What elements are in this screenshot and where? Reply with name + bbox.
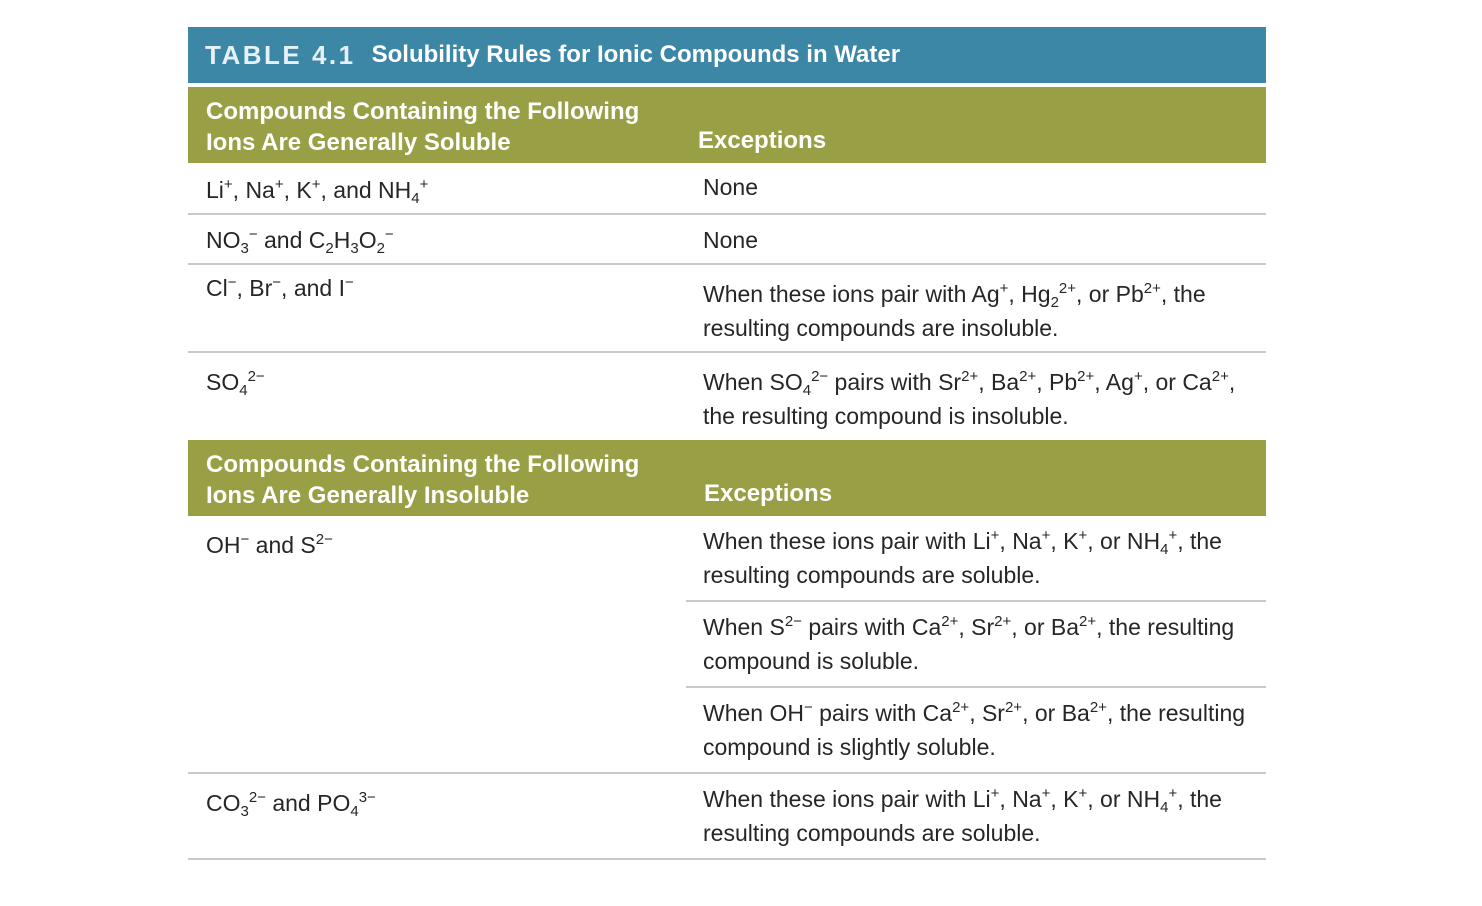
table-row — [188, 353, 1266, 440]
exception-text: None — [703, 227, 758, 253]
ion-text: OH− and $S^{2-}$ — [206, 531, 333, 558]
solubility-table — [188, 27, 1266, 860]
ion-text: $CO_3^{2-}$ and $PO_4^{3-}$ — [206, 789, 376, 820]
exception-item: When OH− pairs with $Ca^{2+}$, $Sr^{2+}$, or $Ba^{2+}$, the resulting compound is slightly soluble. — [703, 699, 1246, 760]
ion-text: Li+, Na+, K+, and $NH_4^+$ — [206, 176, 429, 207]
table-title-bar — [188, 27, 1266, 83]
ion-cell — [188, 516, 686, 772]
exception-cell — [686, 265, 1266, 351]
table-row — [188, 516, 1266, 774]
soluble-column-header: Compounds Containing the Following Ions Are Generally Soluble — [206, 98, 640, 156]
ion-cell — [188, 215, 686, 263]
insoluble-column-header: Compounds Containing the Following Ions Are Generally Insoluble — [206, 451, 640, 509]
ion-text: Cl−, Br−, and I− — [206, 274, 354, 301]
ion-cell — [188, 163, 686, 213]
table-row — [188, 774, 1266, 860]
table-row — [188, 215, 1266, 265]
exception-cell — [686, 774, 1266, 858]
exception-item: When $S^{2-}$ pairs with $Ca^{2+}$, $Sr^{2+}$, or $Ba^{2+}$, the resulting compound is soluble. — [686, 602, 1266, 688]
insoluble-exceptions-header: Exceptions — [704, 480, 833, 507]
ion-text: $SO_4^{2-}$ — [206, 368, 265, 399]
exception-cell — [686, 163, 1266, 213]
ion-cell — [188, 265, 686, 351]
table-title: Solubility Rules for Ionic Compounds in Water — [371, 41, 901, 68]
exception-cell — [686, 353, 1266, 440]
exception-item: When these ions pair with Li+, Na+, K+, or $NH_4^+$, the resulting compounds are soluble. — [686, 516, 1266, 602]
exception-cell — [686, 215, 1266, 263]
exception-text: None — [703, 174, 758, 200]
soluble-section-header — [188, 87, 1266, 163]
exception-text: When $SO_4^{2-}$ pairs with $Sr^{2+}$, $Ba^{2+}$, $Pb^{2+}$, Ag+, or $Ca^{2+}$, the resulting compound is insoluble. — [703, 368, 1236, 429]
table-row — [188, 265, 1266, 353]
soluble-exceptions-header: Exceptions — [698, 127, 827, 154]
table-label: TABLE 4.1 — [205, 39, 356, 70]
exception-text: When these ions pair with Ag+, $Hg_2^{2+}$, or $Pb^{2+}$, the resulting compounds are insoluble. — [703, 280, 1206, 341]
insoluble-section-header — [188, 440, 1266, 516]
ion-cell — [188, 353, 686, 440]
ion-cell — [188, 774, 686, 858]
ion-text: $NO_3^-$ and $C_2H_3O_2^-$ — [206, 226, 394, 257]
exception-cell — [686, 516, 1266, 772]
exception-item: When these ions pair with Li+, Na+, K+, or $NH_4^+$, the resulting compounds are soluble. — [703, 785, 1222, 846]
table-row — [188, 163, 1266, 215]
